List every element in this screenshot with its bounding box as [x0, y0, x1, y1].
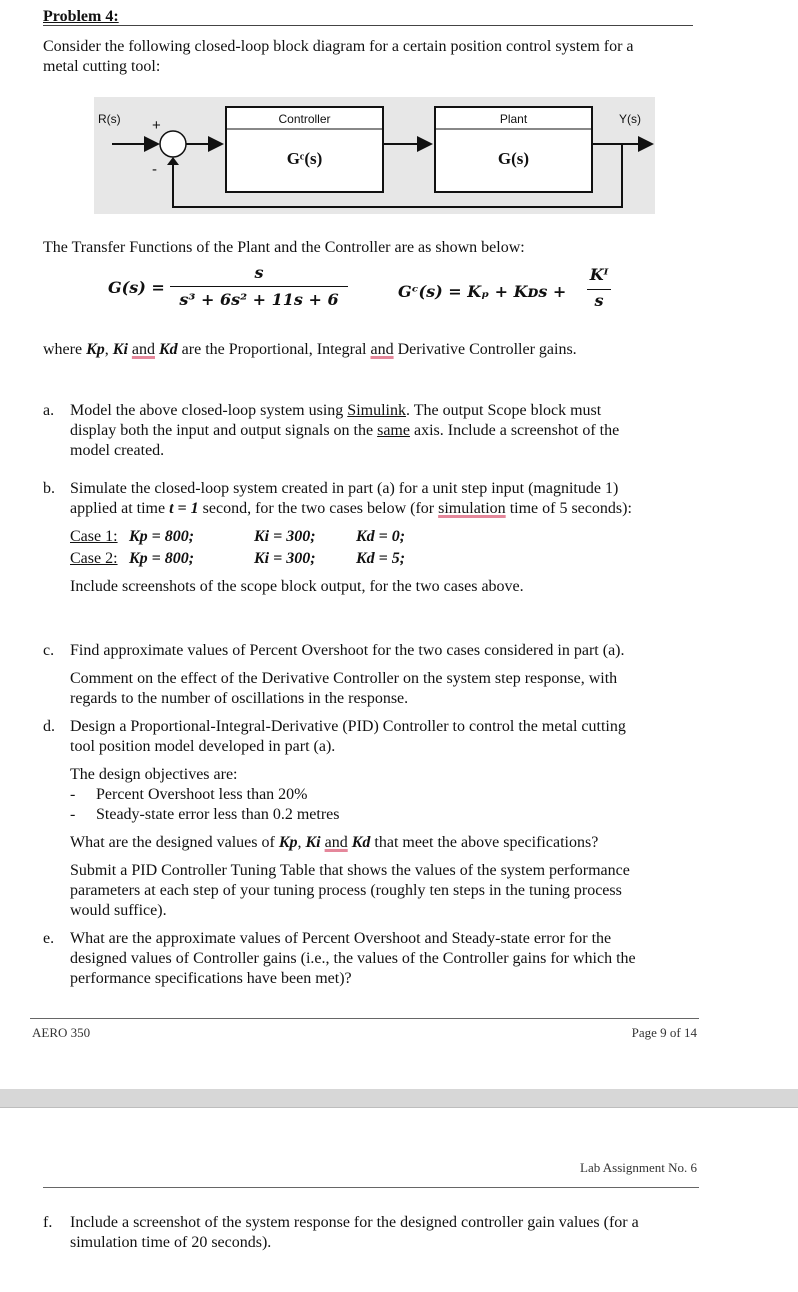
part-b-marker: b.: [43, 480, 55, 497]
part-c-marker: c.: [43, 642, 55, 659]
part-e-line-2: designed values of Controller gains (i.e., the values of the Controller gains for which the: [70, 950, 636, 967]
header-rule: [43, 1187, 699, 1188]
part-d-question: What are the designed values of Kp, Ki and Kd that meet the above specifications?: [70, 834, 599, 851]
controller-tf-num: Kᴵ: [589, 265, 609, 284]
controller-tf-lhs: Gᶜ(s) = Kₚ + Kᴅs +: [398, 282, 567, 301]
part-d-submit-1: Submit a PID Controller Tuning Table that shows the values of the system performance: [70, 862, 630, 879]
objective-1: - Percent Overshoot less than 20%: [70, 786, 308, 803]
objectives-title: The design objectives are:: [70, 766, 238, 783]
part-c-line-3: regards to the number of oscillations in the response.: [70, 690, 409, 707]
plant-tf-lhs: G(s) =: [108, 278, 165, 297]
block-diagram: [94, 97, 655, 214]
case-1-ki: Ki = 300;: [254, 528, 316, 545]
problem-title: Problem 4:: [43, 8, 119, 25]
part-d-marker: d.: [43, 718, 55, 735]
minus-sign: -: [152, 161, 157, 178]
case-2-kd: Kd = 5;: [356, 550, 406, 567]
case-1-kp: Kp = 800;: [129, 528, 195, 545]
part-f-line-2: simulation time of 20 seconds).: [70, 1234, 272, 1251]
output-label: Y(s): [619, 112, 641, 126]
plant-tf-den: s³ + 6s² + 11s + 6: [179, 290, 339, 309]
part-b-include: Include screenshots of the scope block output, for the two cases above.: [70, 578, 524, 595]
footer-rule: [30, 1018, 699, 1019]
footer-page: Page 9 of 14: [631, 1025, 697, 1040]
controller-title: Controller: [278, 112, 331, 126]
part-c-line-2: Comment on the effect of the Derivative Controller on the system step response, with: [70, 670, 618, 687]
part-a-marker: a.: [43, 402, 55, 419]
part-d-submit-3: would suffice).: [70, 902, 167, 919]
controller-fn: Gᶜ(s): [286, 149, 323, 168]
part-d-line-2: tool position model developed in part (a).: [70, 738, 336, 755]
plant-fn: G(s): [497, 149, 530, 168]
title-rule: [43, 25, 693, 26]
part-d-submit-2: parameters at each step of your tuning process (roughly ten steps in the tuning process: [70, 882, 622, 899]
part-c-line-1: Find approximate values of Percent Overshoot for the two cases considered in part (a).: [70, 642, 625, 659]
gains-description: where Kp, Ki and Kd are the Proportional, Integral and Derivative Controller gains.: [43, 341, 577, 358]
part-e-marker: e.: [43, 930, 55, 947]
case-2-label: Case 2:: [70, 550, 118, 567]
plant-tf-num: s: [254, 263, 264, 282]
page-break: [0, 1089, 798, 1107]
part-f-line-1: Include a screenshot of the system response for the designed controller gain values (for a: [70, 1214, 639, 1231]
summing-junction: [160, 131, 186, 157]
input-label: R(s): [98, 112, 121, 126]
part-b-line-2: applied at time t = 1 second, for the two cases below (for simulation time of 5 seconds):: [70, 500, 632, 517]
footer-course: AERO 350: [32, 1025, 91, 1040]
part-b-line-1: Simulate the closed-loop system created in part (a) for a unit step input (magnitude 1): [70, 480, 619, 497]
part-a-line-1: Model the above closed-loop system using Simulink. The output Scope block must: [70, 402, 602, 419]
case-1-label: Case 1:: [70, 528, 118, 545]
intro-line-1: Consider the following closed-loop block diagram for a certain position control system for a: [43, 38, 634, 55]
controller-tf-den: s: [594, 291, 604, 310]
controller-tf-bar: [587, 289, 611, 290]
next-page-header: Lab Assignment No. 6: [580, 1160, 697, 1175]
case-2-ki: Ki = 300;: [254, 550, 316, 567]
part-a-line-2: display both the input and output signals on the same axis. Include a screenshot of the: [70, 422, 620, 439]
part-e-line-1: What are the approximate values of Percent Overshoot and Steady-state error for the: [70, 930, 612, 947]
part-f-marker: f.: [43, 1214, 53, 1231]
case-2-kp: Kp = 800;: [129, 550, 195, 567]
part-d-line-1: Design a Proportional-Integral-Derivative (PID) Controller to control the metal cutting: [70, 718, 626, 735]
part-e-line-3: performance specifications have been met)?: [70, 970, 352, 987]
part-a-line-3: model created.: [70, 442, 165, 459]
plant-tf-bar: [170, 286, 348, 287]
plus-sign: +: [152, 117, 161, 134]
objective-2: - Steady-state error less than 0.2 metres: [70, 806, 340, 823]
tf-intro: The Transfer Functions of the Plant and the Controller are as shown below:: [43, 239, 525, 256]
intro-line-2: metal cutting tool:: [43, 58, 161, 75]
case-1-kd: Kd = 0;: [356, 528, 406, 545]
plant-title: Plant: [499, 112, 528, 126]
